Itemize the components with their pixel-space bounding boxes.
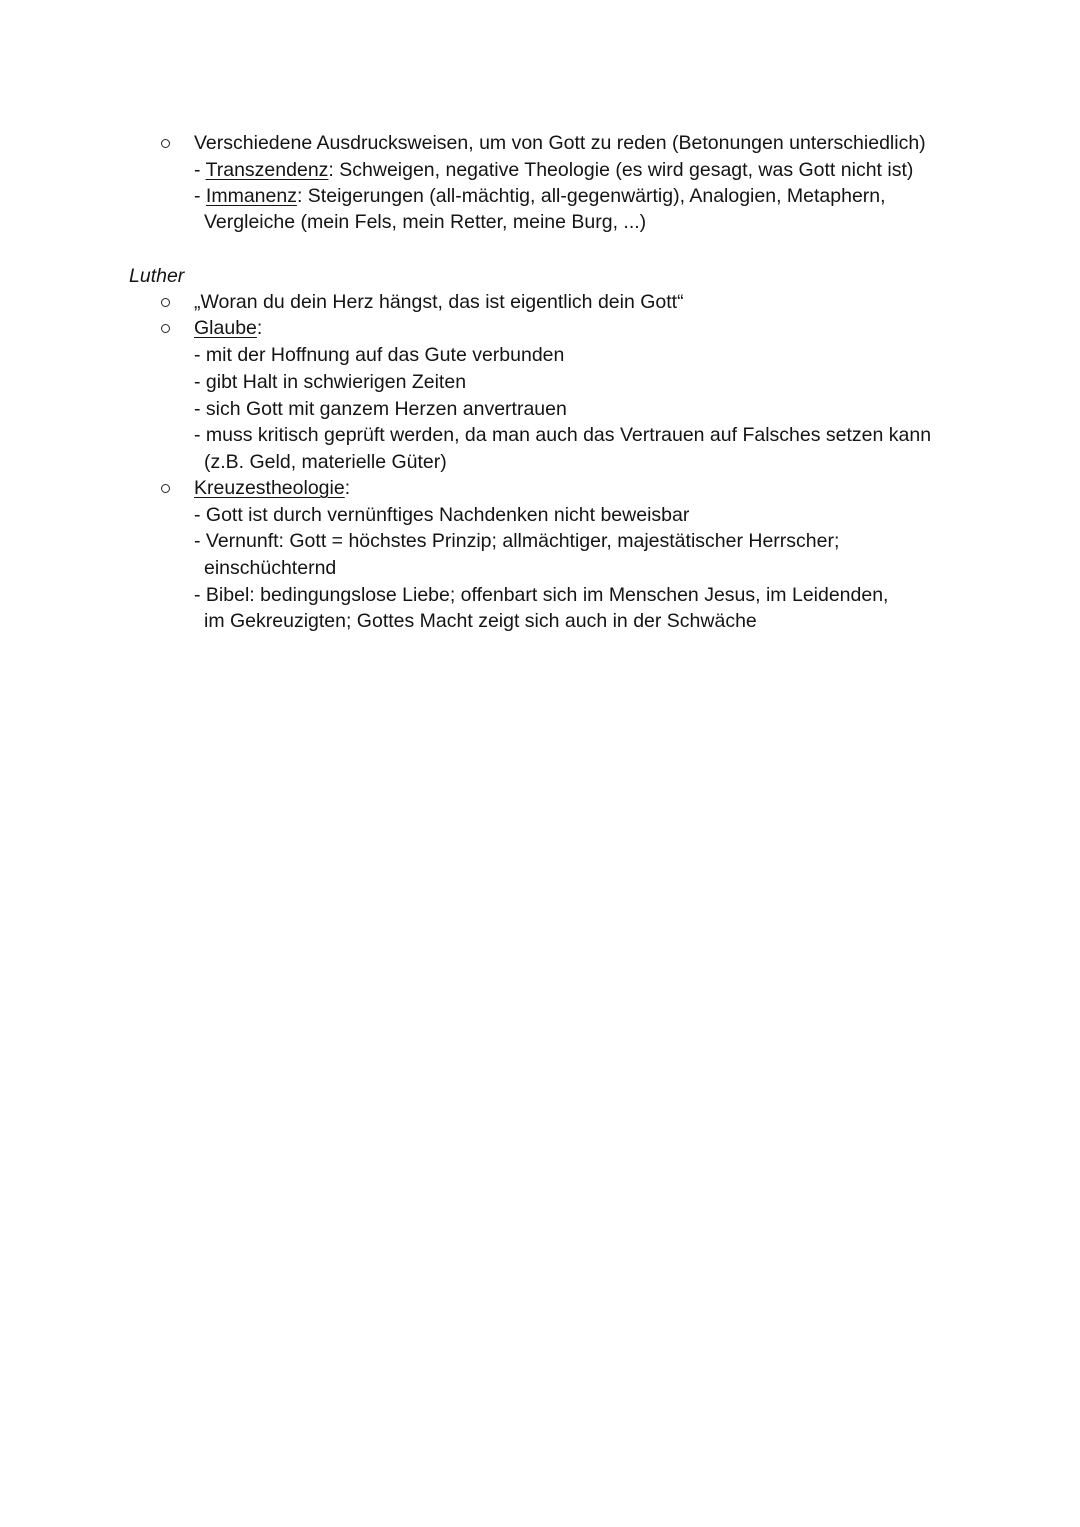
sub-item: - Vernunft: Gott = höchstes Prinzip; allmächtiger, majestätischer Herrscher; <box>194 530 840 552</box>
list-item-ausdrucksweisen: Verschiedene Ausdrucksweisen, um von Gott zu reden (Betonungen unterschiedlich) <box>194 132 926 154</box>
colon: : <box>256 317 263 339</box>
term-transzendenz: Transzendenz <box>205 159 329 181</box>
sub-item: - Bibel: bedingungslose Liebe; offenbart sich im Menschen Jesus, im Leidenden, <box>194 584 889 606</box>
term-glaube: Glaube <box>194 317 257 339</box>
list-item-glaube <box>194 315 262 341</box>
sub-item-text: : Schweigen, negative Theologie (es wird gesagt, was Gott nicht ist) <box>328 159 914 181</box>
bullet-icon <box>161 484 170 493</box>
bullet-icon <box>161 298 170 307</box>
sub-item: - sich Gott mit ganzem Herzen anvertrauen <box>194 398 567 420</box>
term-immanenz: Immanenz <box>205 185 297 207</box>
sub-item-text: : Steigerungen (all-mächtig, all-gegenwärtig), Analogien, Metaphern, <box>296 185 886 207</box>
sub-item: - mit der Hoffnung auf das Gute verbunden <box>194 344 565 366</box>
sub-item-continuation: einschüchternd <box>204 557 337 579</box>
list-item-quote: „Woran du dein Herz hängst, das ist eigentlich dein Gott“ <box>194 291 684 313</box>
colon: : <box>344 477 351 499</box>
bullet-icon <box>161 139 170 148</box>
bullet-icon <box>161 324 170 333</box>
sub-item-immanenz <box>194 183 886 209</box>
sub-item: - Gott ist durch vernünftiges Nachdenken nicht beweisbar <box>194 504 690 526</box>
dash-prefix: - <box>194 185 206 207</box>
sub-item-continuation: Vergleiche (mein Fels, mein Retter, meine Burg, ...) <box>204 211 647 233</box>
sub-item-continuation: (z.B. Geld, materielle Güter) <box>204 451 447 473</box>
list-item-kreuzestheologie <box>194 475 350 501</box>
term-kreuzestheologie: Kreuzestheologie <box>194 477 345 499</box>
sub-item: - muss kritisch geprüft werden, da man auch das Vertrauen auf Falsches setzen kann <box>194 424 932 446</box>
sub-item-continuation: im Gekreuzigten; Gottes Macht zeigt sich auch in der Schwäche <box>204 610 757 632</box>
dash-prefix: - <box>194 159 206 181</box>
sub-item-transzendenz <box>194 157 913 183</box>
sub-item: - gibt Halt in schwierigen Zeiten <box>194 371 467 393</box>
section-heading-luther: Luther <box>129 265 185 287</box>
